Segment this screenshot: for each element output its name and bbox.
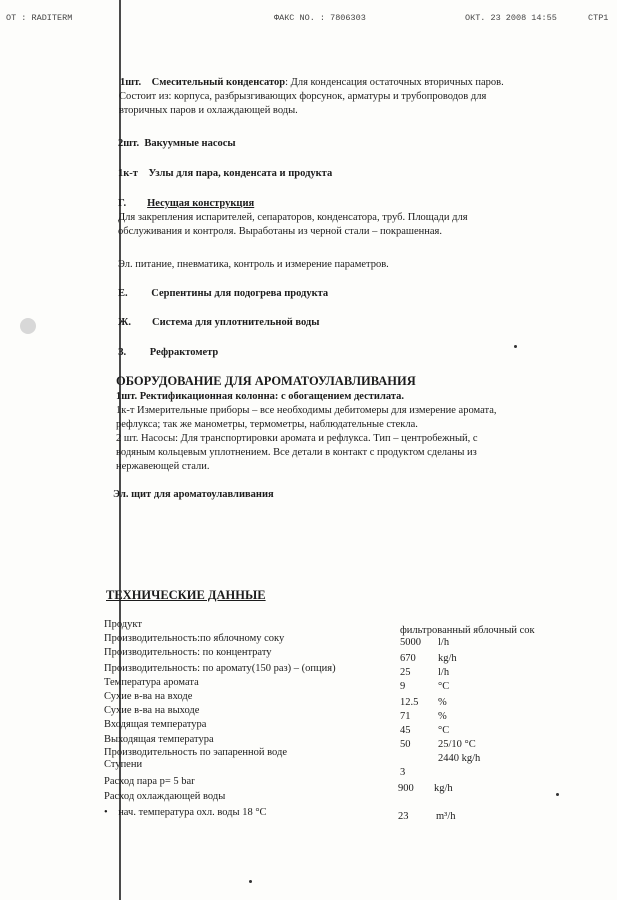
equipment-title: Вакуумные насосы — [144, 138, 236, 149]
tech-label: Расход охлаждающей воды — [104, 791, 226, 802]
nodes-line — [118, 167, 332, 180]
equipment-key: 1к-т — [118, 168, 138, 179]
tech-value: 12.5 — [400, 697, 419, 708]
structure-desc-1: Для закрепления испарителей, сепараторов, конденсатора, труб. Площади для — [118, 212, 468, 223]
aroma-line-6: нержавеющей стали. — [116, 461, 210, 472]
aroma-line-3: рефлукса; так же манометры, термометры, наблюдательные стекла. — [116, 419, 418, 430]
tech-label: Производительность: по концентрату — [104, 647, 272, 658]
tech-label: Производительность: по аромату(150 раз) – (опция) — [104, 663, 336, 674]
tech-label: Температура аромата — [104, 677, 199, 688]
equipment-title: Несущая конструкция — [147, 198, 255, 209]
tech-unit: 25/10 °C — [438, 739, 476, 750]
fax-page: СТР1 — [588, 13, 609, 23]
tech-unit: % — [438, 697, 447, 708]
refractometer-line — [118, 346, 218, 359]
equipment-key: З. — [118, 347, 127, 358]
aroma-heading: ОБОРУДОВАНИЕ ДЛЯ АРОМАТОУЛАВЛИВАНИЯ — [116, 374, 416, 388]
condenser-desc-2: вторичных паров и охлаждающей воды. — [119, 105, 298, 116]
equipment-title: Узлы для пара, конденсата и продукта — [148, 168, 333, 179]
tech-value: 3 — [400, 767, 406, 778]
tech-unit: l/h — [438, 667, 450, 678]
tech-label: Сухие в-ва на выходе — [104, 705, 200, 716]
serpentine-line — [118, 287, 328, 300]
equipment-key: Ж. — [118, 317, 132, 328]
tech-label: Расход пара p= 5 bar — [104, 776, 195, 787]
structure-line — [118, 197, 254, 210]
condenser-line — [120, 76, 504, 89]
tech-value: 900 — [398, 783, 414, 794]
fax-sender: OT : RADITERM — [6, 13, 73, 23]
equipment-key: 2шт. — [118, 138, 140, 149]
tech-unit: kg/h — [438, 653, 457, 664]
vacuum-pumps-line — [118, 137, 236, 150]
tech-value: 9 — [400, 681, 406, 692]
equipment-desc: : Для конденсация остаточных вторичных паров. — [285, 77, 504, 88]
electric-desc: Эл. питание, пневматика, контроль и измерение параметров. — [118, 259, 389, 270]
equipment-key: 1шт. — [120, 77, 142, 88]
aroma-line-5: водяным кольцевым уплотнением. Все детали в контакт с продуктом сделаны из — [116, 447, 477, 458]
equipment-title: Система для уплотнительной воды — [152, 317, 320, 328]
equipment-title: Серпентины для подогрева продукта — [151, 288, 329, 299]
tech-value: 670 — [400, 653, 416, 664]
tech-label: Выходящая температура — [104, 734, 214, 745]
tech-label: Продукт — [104, 619, 142, 630]
aroma-line-4: 2 шт. Насосы: Для транспортировки аромата и рефлукса. Тип – центробежный, с — [116, 433, 478, 444]
aroma-line-1: 1шт. Ректификационная колонна: с обогащением дестилата. — [116, 391, 404, 402]
tech-value: 45 — [400, 725, 411, 736]
equipment-key: Е. — [118, 288, 128, 299]
punch-hole — [20, 318, 36, 334]
scan-speck — [556, 793, 559, 796]
aroma-line-7: Эл. щит для ароматоулавливания — [113, 489, 274, 500]
tech-label: Производительность:по яблочному соку — [104, 633, 285, 644]
structure-desc-2: обслуживания и контроля. Выработаны из черной стали – покрашенная. — [118, 226, 442, 237]
tech-unit: m³/h — [436, 811, 456, 822]
condenser-desc-1: Состоит из: корпуса, разбрызгивающих форсунок, арматуры и трубопроводов для — [119, 91, 487, 102]
tech-value: 23 — [398, 811, 409, 822]
tech-label: нач. температура охл. воды 18 °C — [118, 807, 267, 818]
seal-water-line — [118, 316, 319, 329]
equipment-title: Смесительный конденсатор — [151, 77, 286, 88]
aroma-line-2: 1к-т Измерительные приборы – все необходимы дебитомеры для измерение аромата, — [116, 405, 497, 416]
tech-label: Ступени — [104, 759, 143, 770]
tech-label: Входящая температура — [104, 719, 207, 730]
tech-value: 5000 — [400, 637, 421, 648]
tech-unit: % — [438, 711, 447, 722]
scan-speck — [249, 880, 252, 883]
tech-unit: °C — [438, 681, 450, 692]
fax-date: ОКТ. 23 2008 14:55 — [465, 13, 557, 23]
tech-value: 25 — [400, 667, 411, 678]
equipment-key: Г. — [118, 198, 127, 209]
fax-number: ФАКС NO. : 7806303 — [274, 13, 366, 23]
tech-value: фильтрованный яблочный сок — [400, 625, 535, 636]
tech-value: 71 — [400, 711, 411, 722]
tech-label: Производительность по эапаренной воде — [104, 747, 287, 758]
tech-heading: ТЕХНИЧЕСКИЕ ДАННЫЕ — [106, 588, 266, 602]
tech-unit: 2440 kg/h — [438, 753, 481, 764]
tech-label: Сухие в-ва на входе — [104, 691, 193, 702]
scan-speck — [514, 345, 517, 348]
tech-unit: °C — [438, 725, 450, 736]
tech-value: 50 — [400, 739, 411, 750]
equipment-title: Рефрактометр — [149, 347, 219, 358]
tech-unit: kg/h — [434, 783, 453, 794]
tech-label-bullet: • нач. температура охл. воды 18 °C — [104, 807, 267, 818]
tech-unit: l/h — [438, 637, 450, 648]
